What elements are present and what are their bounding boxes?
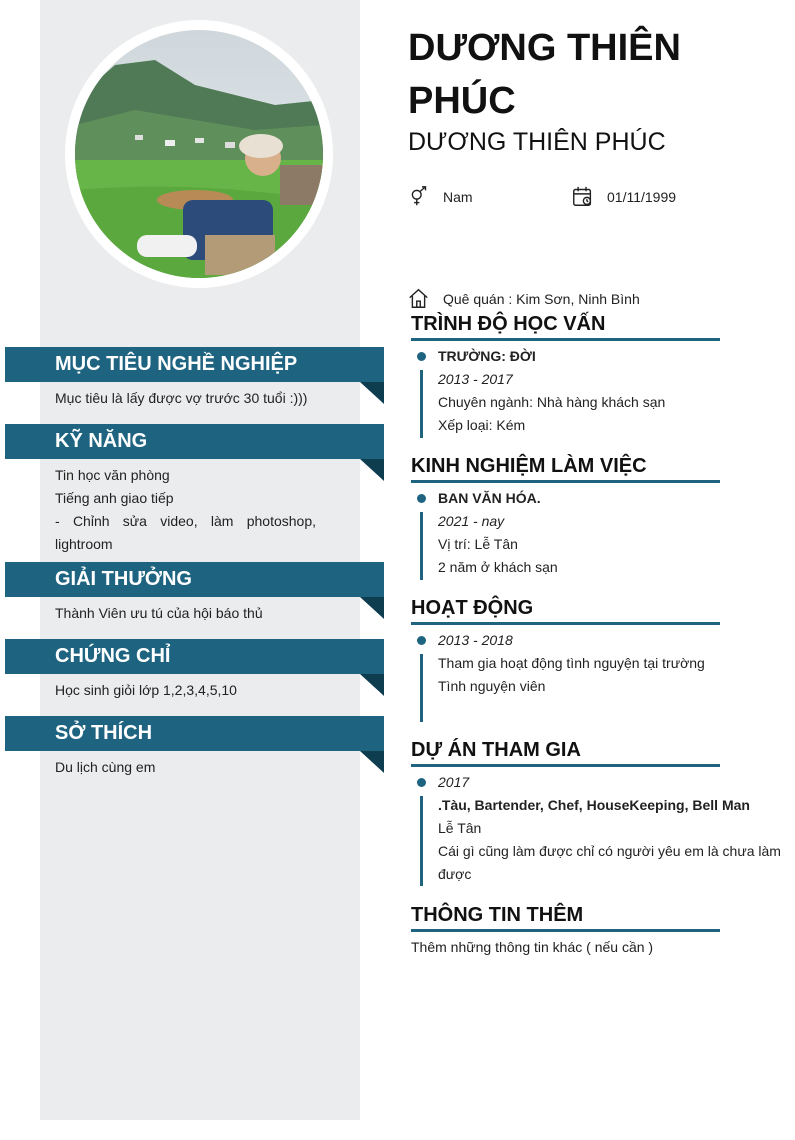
more-info-text: Thêm những thông tin khác ( nếu cần ) <box>411 939 654 955</box>
full-name: DƯƠNG THIÊN PHÚC <box>408 27 681 122</box>
projects-heading: DỰ ÁN THAM GIA <box>411 738 720 767</box>
skills-heading: KỸ NĂNG <box>5 424 384 459</box>
timeline-line <box>420 654 423 722</box>
hometown-value: Quê quán : Kim Sơn, Ninh Bình <box>443 290 640 307</box>
certificates-text: Học sinh giỏi lớp 1,2,3,4,5,10 <box>55 682 237 698</box>
projects-description: được <box>438 866 472 882</box>
timeline-dot <box>417 494 426 503</box>
hobbies-ribbon-fold <box>360 751 384 773</box>
hobbies-heading: SỞ THÍCH <box>5 716 384 751</box>
objective-text: Mục tiêu là lấy được vợ trước 30 tuổi :))) <box>55 390 308 406</box>
projects-role: Lễ Tân <box>438 820 482 836</box>
projects-name: .Tàu, Bartender, Chef, HouseKeeping, Bell Man <box>438 797 750 813</box>
education-grade: Xếp loại: Kém <box>438 417 526 433</box>
certificates-heading: CHỨNG CHỈ <box>5 639 384 674</box>
projects-year: 2017 <box>438 774 470 790</box>
activities-line: Tham gia hoạt động tình nguyện tại trường <box>438 655 705 671</box>
home-icon <box>408 288 429 309</box>
timeline-dot <box>417 778 426 787</box>
hobbies-text: Du lịch cùng em <box>55 759 156 775</box>
activities-period: 2013 - 2018 <box>438 632 513 648</box>
objective-heading: MỤC TIÊU NGHỀ NGHIỆP <box>5 347 384 382</box>
experience-heading: KINH NGHIỆM LÀM VIỆC <box>411 454 720 483</box>
avatar <box>75 30 323 278</box>
birthdate-row <box>572 186 676 207</box>
experience-note: 2 năm ở khách sạn <box>438 559 558 575</box>
more-info-heading: THÔNG TIN THÊM <box>411 903 720 932</box>
experience-period: 2021 - nay <box>438 513 505 529</box>
timeline-dot <box>417 636 426 645</box>
timeline-line <box>420 796 423 886</box>
skills-item: Tin học văn phòng <box>55 467 170 483</box>
timeline-dot <box>417 352 426 361</box>
awards-text: Thành Viên ưu tú của hội báo thủ <box>55 605 263 621</box>
certificates-ribbon-fold <box>360 674 384 696</box>
timeline-line <box>420 370 423 438</box>
education-period: 2013 - 2017 <box>438 371 513 387</box>
education-school: TRƯỜNG: ĐỜI <box>438 348 536 364</box>
hometown-row <box>408 288 640 309</box>
skills-item: - Chỉnh sửa video, làm photoshop, <box>55 513 316 529</box>
projects-description: Cái gì cũng làm được chỉ có người yêu em là chưa làm <box>438 843 781 859</box>
birthdate-value: 01/11/1999 <box>607 188 677 205</box>
name-subtitle: DƯƠNG THIÊN PHÚC <box>408 128 666 156</box>
activities-heading: HOẠT ĐỘNG <box>411 596 720 625</box>
skills-ribbon-fold <box>360 459 384 481</box>
awards-heading: GIẢI THƯỞNG <box>5 562 384 597</box>
objective-ribbon-fold <box>360 382 384 404</box>
activities-line: Tình nguyện viên <box>438 678 546 694</box>
experience-position: Vị trí: Lễ Tân <box>438 536 518 552</box>
education-heading: TRÌNH ĐỘ HỌC VẤN <box>411 312 720 341</box>
timeline-line <box>420 512 423 580</box>
education-major: Chuyên ngành: Nhà hàng khách sạn <box>438 394 666 410</box>
experience-company: BAN VĂN HÓA. <box>438 490 541 506</box>
gender-value: Nam <box>443 188 473 205</box>
calendar-icon <box>572 186 593 207</box>
gender-row <box>408 186 473 207</box>
awards-ribbon-fold <box>360 597 384 619</box>
skills-item: Tiếng anh giao tiếp <box>55 490 174 506</box>
gender-icon <box>408 186 429 207</box>
skills-item: lightroom <box>55 536 113 552</box>
